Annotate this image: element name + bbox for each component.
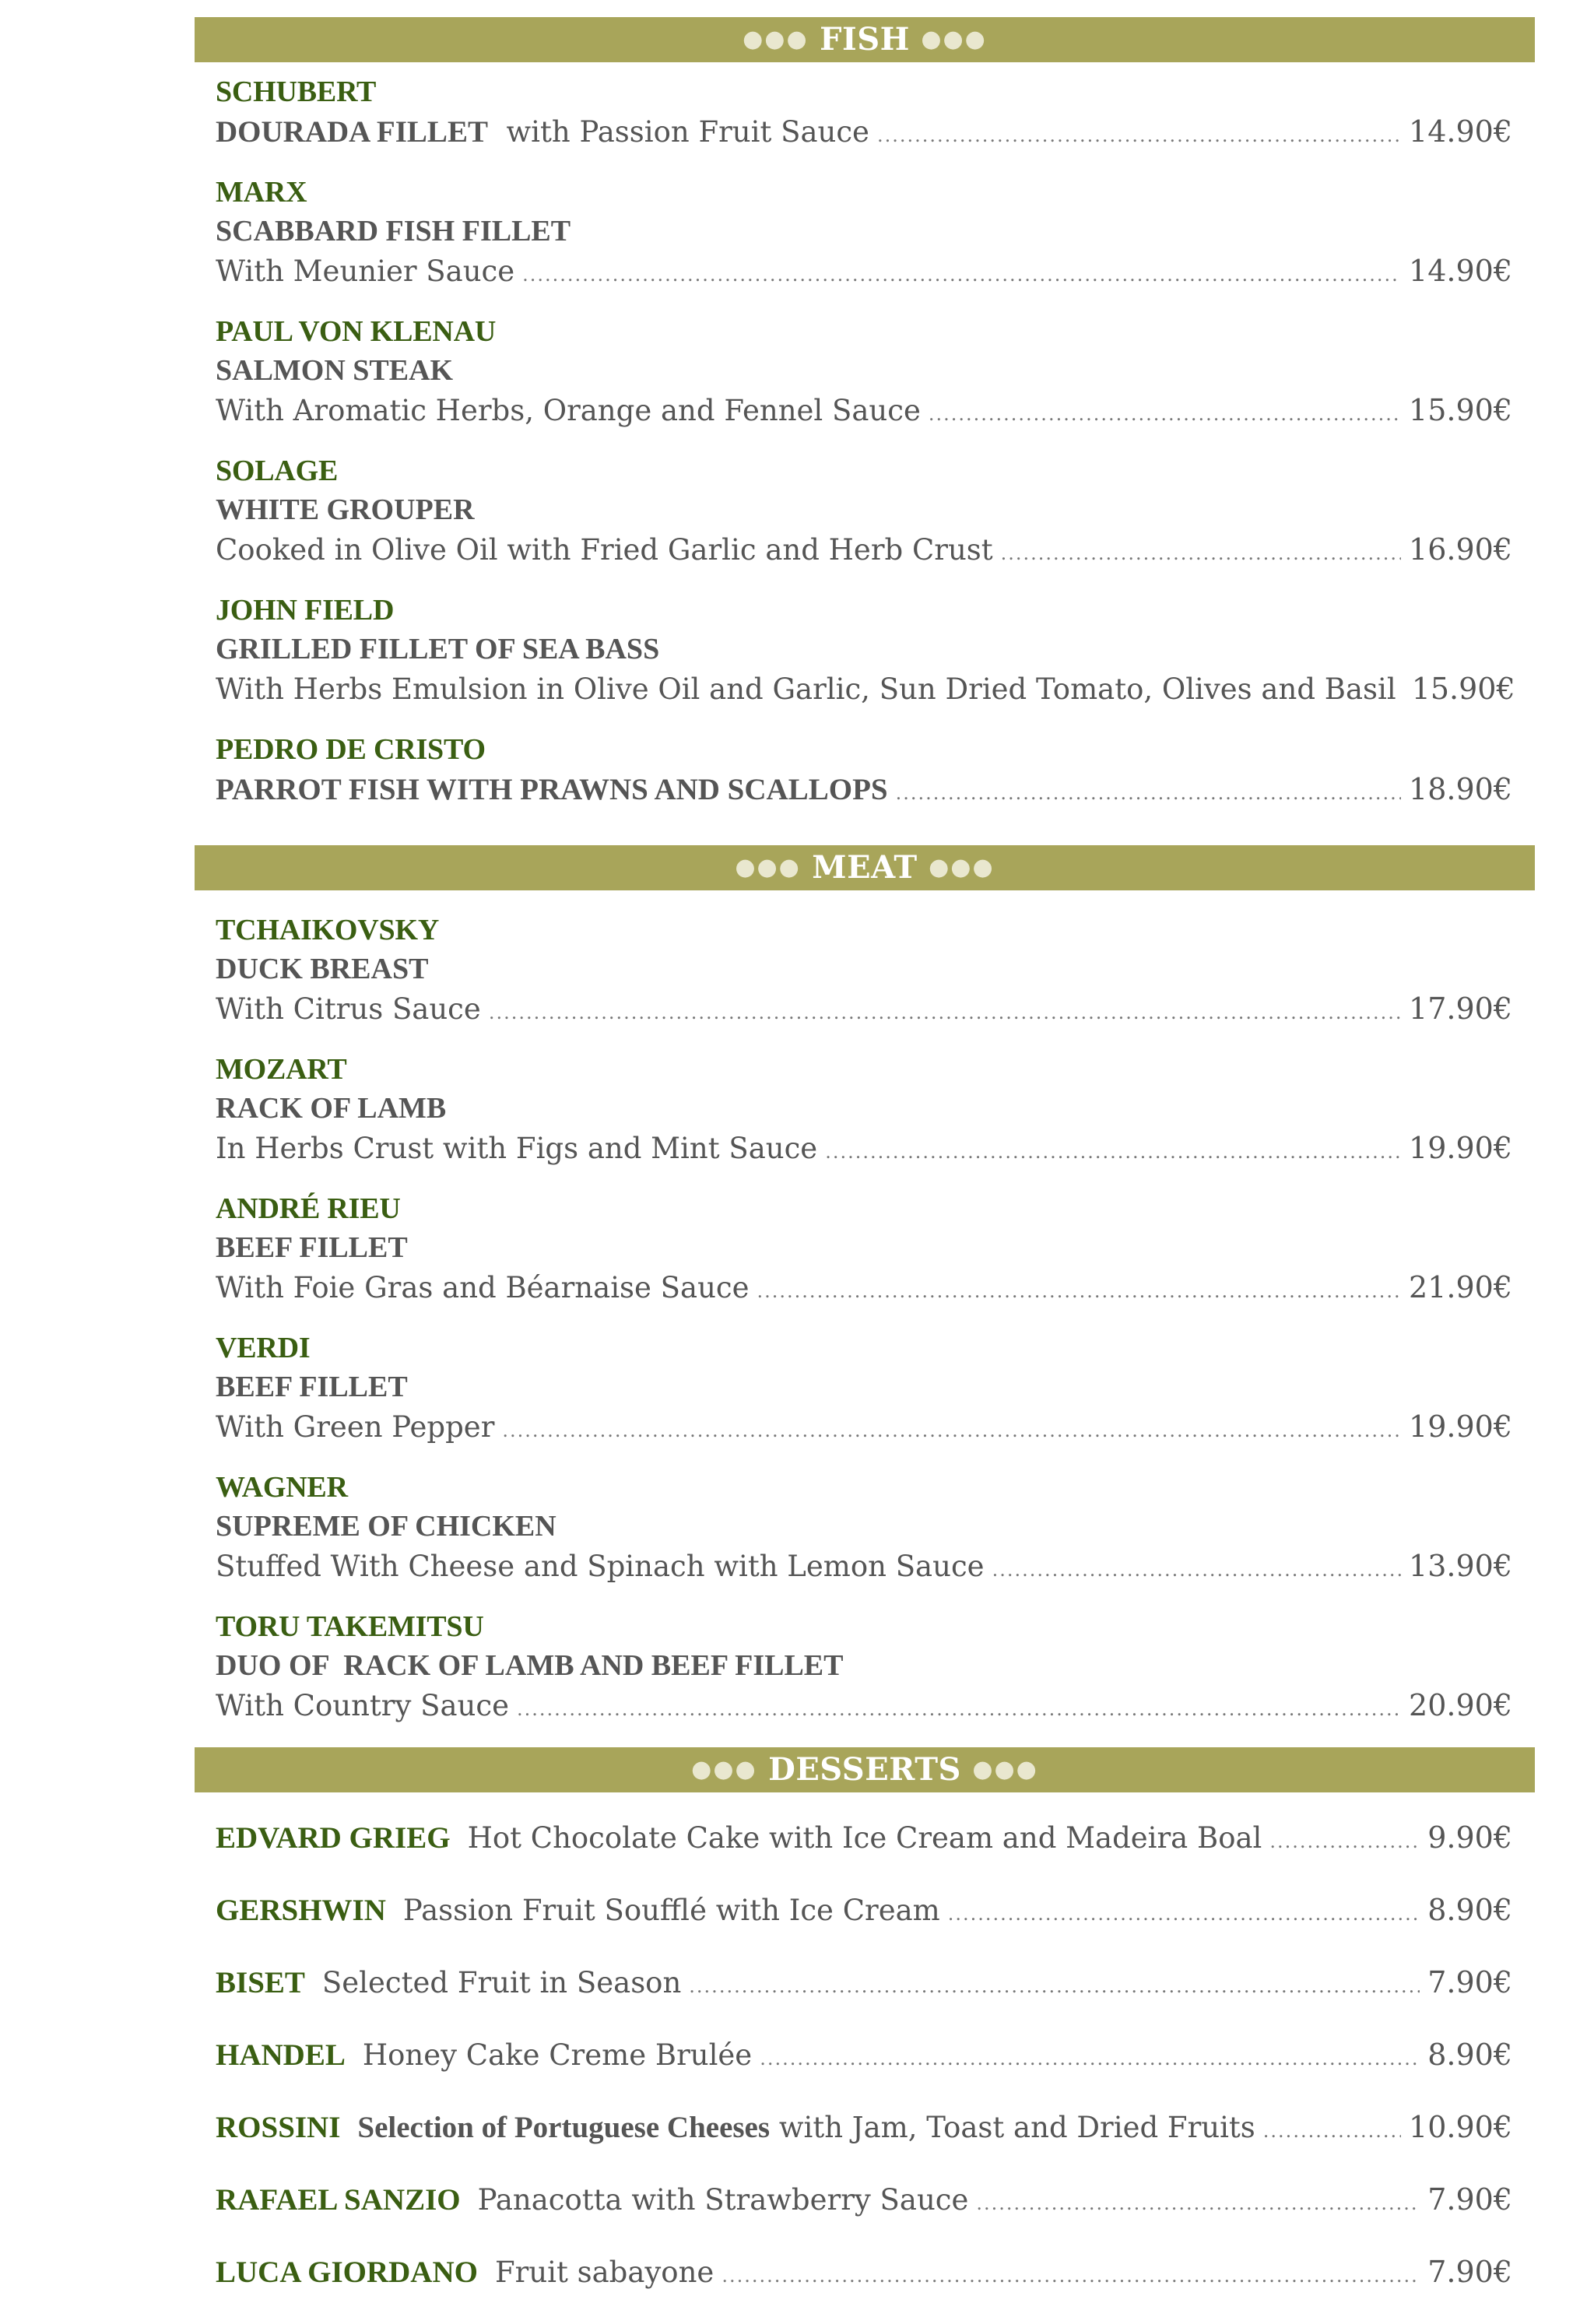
price: 8.90€ — [1427, 1893, 1512, 1927]
dish-name: SCABBARD FISH FILLET — [216, 215, 571, 247]
dish-description: Stuffed With Cheese and Spinach with Lemon Sauce — [216, 1550, 985, 1583]
menu-item — [216, 1890, 1512, 1962]
composer-name: LUCA GIORDANO — [216, 2256, 478, 2289]
dot-leader — [1263, 2111, 1401, 2151]
dish-name: SUPREME OF CHICKEN — [216, 1510, 556, 1543]
section-title: MEAT — [812, 849, 918, 886]
dish-name: PARROT FISH WITH PRAWNS AND SCALLOPS — [216, 773, 888, 806]
dish-name: RACK OF LAMB — [216, 1092, 447, 1125]
dot-leader — [502, 1410, 1401, 1451]
menu-item — [216, 911, 1512, 1033]
dish-description: Honey Cake Creme Brulée — [362, 2038, 753, 2072]
decorative-dots: ●●● — [921, 26, 987, 53]
dish-description: With Green Pepper — [216, 1410, 495, 1444]
dish-description: In Herbs Crust with Figs and Mint Sauce — [216, 1132, 818, 1165]
composer-name: BISET — [216, 1966, 305, 1999]
desserts-list — [195, 1817, 1535, 2324]
dish-name: GRILLED FILLET OF SEA BASS — [216, 633, 660, 665]
item-line — [216, 251, 1512, 295]
price: 8.90€ — [1427, 2038, 1512, 2072]
menu-item — [216, 1607, 1512, 1729]
dish-description: Cooked in Olive Oil with Fried Garlic and Herb Crust — [216, 533, 993, 567]
composer-name: WAGNER — [216, 1471, 348, 1504]
item-line — [216, 1962, 1512, 2006]
composer-name: PAUL VON KLENAU — [216, 315, 497, 348]
decorative-dots: ●●● — [691, 1756, 757, 1783]
item-line — [216, 529, 1512, 574]
composer-name: RAFAEL SANZIO — [216, 2183, 461, 2217]
composer-name: EDVARD GRIEG — [216, 1821, 451, 1855]
dot-leader — [825, 1132, 1401, 1172]
item-line — [216, 1546, 1512, 1590]
price: 20.90€ — [1409, 1688, 1512, 1722]
dot-leader — [757, 1271, 1402, 1311]
fish-list — [195, 72, 1535, 813]
menu-item — [216, 173, 1512, 295]
dish-name: SALMON STEAK — [216, 354, 454, 387]
price: 19.90€ — [1409, 1131, 1512, 1165]
dish-description: With Aromatic Herbs, Orange and Fennel Sauce — [216, 394, 921, 427]
dot-leader — [1001, 533, 1401, 574]
item-line — [216, 669, 1515, 713]
price: 7.90€ — [1427, 2182, 1512, 2217]
menu-item — [216, 2179, 1512, 2252]
price: 16.90€ — [1409, 532, 1512, 567]
meat-list — [195, 911, 1535, 1729]
item-line — [216, 1890, 1512, 1934]
dish-name: WHITE GROUPER — [216, 493, 475, 526]
composer-name: SCHUBERT — [216, 75, 377, 108]
price: 15.90€ — [1411, 672, 1515, 706]
menu-item — [216, 1962, 1512, 2034]
composer-name: GERSHWIN — [216, 1894, 386, 1927]
item-line — [216, 769, 1512, 813]
menu-item — [216, 2034, 1512, 2107]
item-line — [216, 1406, 1512, 1451]
decorative-dots: ●●● — [735, 854, 801, 881]
section-header-fish — [195, 17, 1535, 62]
price: 14.90€ — [1409, 114, 1512, 149]
dot-leader — [517, 1689, 1401, 1729]
price: 15.90€ — [1409, 393, 1512, 427]
section-header-desserts — [195, 1747, 1535, 1792]
dish-description: With Citrus Sauce — [216, 992, 481, 1026]
dot-leader — [522, 255, 1401, 295]
section-title: DESSERTS — [768, 1751, 961, 1788]
section-header-meat — [195, 845, 1535, 890]
dot-leader — [992, 1550, 1401, 1590]
dot-leader — [877, 115, 1401, 156]
price: 13.90€ — [1409, 1549, 1512, 1583]
dish-description: Hot Chocolate Cake with Ice Cream and Madeira Boal — [467, 1821, 1262, 1855]
dish-description: Passion Fruit Soufflé with Ice Cream — [402, 1894, 940, 1927]
dish-description: with Passion Fruit Sauce — [506, 115, 869, 149]
composer-name: TORU TAKEMITSU — [216, 1610, 484, 1643]
dish-description: Panacotta with Strawberry Sauce — [477, 2183, 969, 2217]
item-line — [216, 1128, 1512, 1172]
section-title: FISH — [820, 21, 910, 58]
price: 7.90€ — [1427, 1965, 1512, 1999]
dish-name: Selection of Portuguese Cheeses — [357, 2111, 771, 2144]
dish-description: With Country Sauce — [216, 1689, 509, 1722]
item-line — [216, 2034, 1512, 2079]
composer-name: TCHAIKOVSKY — [216, 914, 440, 946]
dish-description: With Meunier Sauce — [216, 255, 515, 288]
dish-name: BEEF FILLET — [216, 1231, 408, 1264]
item-line — [216, 2107, 1512, 2151]
menu-item — [216, 2252, 1512, 2324]
decorative-dots: ●●● — [972, 1756, 1038, 1783]
dot-leader — [976, 2183, 1420, 2224]
menu-item — [216, 451, 1512, 574]
dot-leader — [896, 773, 1401, 813]
price: 18.90€ — [1409, 772, 1512, 806]
dish-name: DUO OF RACK OF LAMB AND BEEF FILLET — [216, 1649, 844, 1682]
item-line — [216, 988, 1512, 1033]
dot-leader — [689, 1966, 1420, 2006]
price: 21.90€ — [1409, 1270, 1512, 1304]
item-line — [216, 2179, 1512, 2224]
dot-leader — [489, 992, 1401, 1033]
price: 10.90€ — [1409, 2110, 1512, 2144]
composer-name: MARX — [216, 176, 307, 209]
composer-name: JOHN FIELD — [216, 594, 395, 627]
composer-name: SOLAGE — [216, 455, 339, 487]
item-line — [216, 111, 1512, 156]
composer-name: PEDRO DE CRISTO — [216, 733, 486, 766]
dot-leader — [760, 2038, 1420, 2079]
dot-leader — [1269, 1821, 1420, 1862]
item-line — [216, 390, 1512, 434]
composer-name: HANDEL — [216, 2038, 346, 2072]
decorative-dots: ●●● — [743, 26, 809, 53]
menu-item — [216, 1189, 1512, 1311]
dot-leader — [929, 394, 1401, 434]
dot-leader — [948, 1894, 1420, 1934]
composer-name: ANDRÉ RIEU — [216, 1192, 401, 1225]
dot-leader — [722, 2256, 1420, 2296]
dish-description: With Foie Gras and Béarnaise Sauce — [216, 1271, 750, 1304]
dish-description: with Jam, Toast and Dried Fruits — [778, 2111, 1255, 2144]
decorative-dots: ●●● — [929, 854, 995, 881]
item-line — [216, 1817, 1512, 1862]
menu-item — [216, 1468, 1512, 1590]
dish-description: Selected Fruit in Season — [321, 1966, 682, 1999]
menu-item — [216, 1050, 1512, 1172]
item-line — [216, 1267, 1512, 1311]
dish-description: Fruit sabayone — [494, 2256, 714, 2289]
composer-name: ROSSINI — [216, 2111, 341, 2144]
price: 19.90€ — [1409, 1409, 1512, 1444]
item-line — [216, 1685, 1512, 1729]
menu-item — [216, 1817, 1512, 1890]
price: 7.90€ — [1427, 2255, 1512, 2289]
dish-name: DUCK BREAST — [216, 953, 429, 985]
dish-description: With Herbs Emulsion in Olive Oil and Garlic, Sun Dried Tomato, Olives and Basil — [216, 672, 1396, 706]
dish-name: BEEF FILLET — [216, 1371, 408, 1403]
price: 9.90€ — [1427, 1820, 1512, 1855]
menu-item — [216, 72, 1512, 156]
item-line — [216, 2252, 1512, 2296]
menu-item — [216, 2107, 1512, 2179]
composer-name: VERDI — [216, 1332, 311, 1364]
menu-item — [216, 591, 1515, 713]
menu-item — [216, 312, 1512, 434]
price: 17.90€ — [1409, 992, 1512, 1026]
composer-name: MOZART — [216, 1053, 347, 1086]
menu-item — [216, 1329, 1512, 1451]
price: 14.90€ — [1409, 254, 1512, 288]
menu-item — [216, 730, 1512, 813]
dish-name: DOURADA FILLET — [216, 115, 488, 149]
